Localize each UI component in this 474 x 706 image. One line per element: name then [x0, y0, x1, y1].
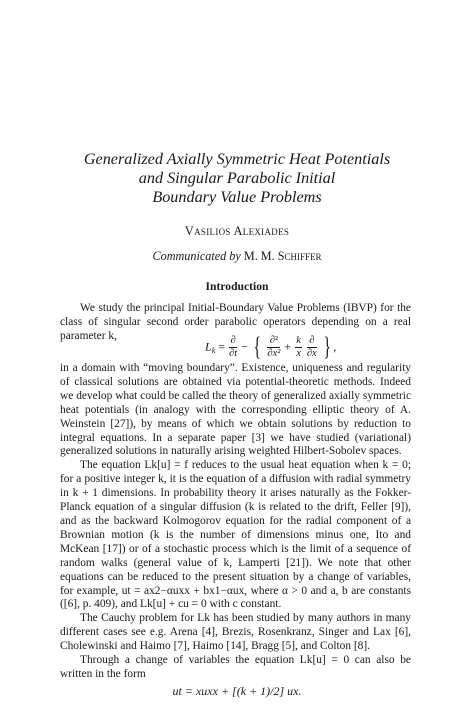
- title-line-2: and Singular Parabolic Initial: [138, 169, 336, 187]
- paragraph-1: We study the principal Initial-Boundary Value Problems (IBVP) for the class of singular second order parabolic operators depending on a real parameter k,: [60, 302, 411, 342]
- equation-transformed: ut = xuxx + [(k + 1)/2] ux.: [172, 684, 302, 698]
- eq-plus: +: [284, 339, 292, 354]
- eq-brace-open: {: [253, 332, 261, 361]
- paragraph-4: The Cauchy problem for Lk has been studied by many authors in many different cases see e.g. Arena [4], Brezis, Rosenkranz, Singer and Lax [6], Cholewinski and Haimo [7], Haimo [14], Bragg [5], and Colton [8].: [60, 612, 411, 653]
- eq-frac-kx: [295, 335, 302, 360]
- frac-den: ∂t: [229, 347, 238, 359]
- eq-equals: =: [218, 339, 226, 354]
- frac-num: ∂²: [267, 335, 280, 348]
- communicator-name: M. M. Schiffer: [243, 249, 322, 263]
- eq-frac-dt: [229, 335, 237, 360]
- section-heading: Introduction: [205, 280, 269, 293]
- paragraph-3: The equation Lk[u] = f reduces to the usual heat equation when k = 0; for a positive integer k, it is the equation of a diffusion with radial symmetry in k + 1 dimensions. In probability theory it arises naturally as the Fokker-Planck equation of a singular diffusion (k is related to the drift, Feller [9]), and as the backward Kolmogorov equation for the radial component of a Brownian motion (k is the number of dimensions minus one, Ito and McKean [17]) or of a stochastic process which is the limit of a sequence of random walks (general value of k, Lamperti [21]). We note that other equations can be reduced to the present situation by a change of variables, for example, ut = ax2−αuxx + bx1−αux, where α > 0 and a, b are constants ([6], p. 409), and Lk[u] + cu = 0 with c constant.: [60, 459, 411, 611]
- communicated-by: [0, 249, 474, 264]
- eq-comma: ,: [333, 339, 337, 354]
- eq-frac-dx: [307, 335, 317, 360]
- title-line-1: Generalized Axially Symmetric Heat Potentials: [83, 150, 391, 168]
- frac-num: k: [296, 334, 301, 346]
- frac-den: ∂x²: [267, 347, 281, 359]
- eq-lhs-sub: k: [211, 346, 216, 356]
- frac-den: ∂x: [306, 347, 317, 359]
- frac-den: x: [296, 347, 301, 359]
- eq-minus: −: [241, 339, 248, 354]
- frac-num: ∂: [230, 334, 236, 346]
- frac-num: ∂: [307, 335, 317, 348]
- paragraph-body: [60, 362, 411, 682]
- eq-brace-close: }: [323, 332, 331, 361]
- title-line-3: Boundary Value Problems: [152, 188, 322, 206]
- communicated-prefix: Communicated by: [152, 249, 241, 263]
- paragraph-2: in a domain with “moving boundary”. Existence, uniqueness and regularity of classical solutions are obtained via potential-theoretic methods. Indeed we develop what could be called the theory of generalized axially symmetric heat potentials (in analogy with the corresponding elliptic theory of A. Weinstein [27]), by means of which we obtain solutions by reduction to integral equations. In a separate paper [3] we have studied (variational) generalized solutions in naturally arising weighted Hilbert-Sobolev spaces.: [60, 362, 411, 458]
- paragraph-5: Through a change of variables the equation Lk[u] = 0 can also be written in the form: [60, 654, 411, 680]
- author-name: Vasilios Alexiades: [184, 224, 290, 238]
- eq-frac-dxx: [267, 335, 280, 360]
- paper-title: [40, 150, 434, 207]
- eq-lhs: L: [205, 339, 212, 354]
